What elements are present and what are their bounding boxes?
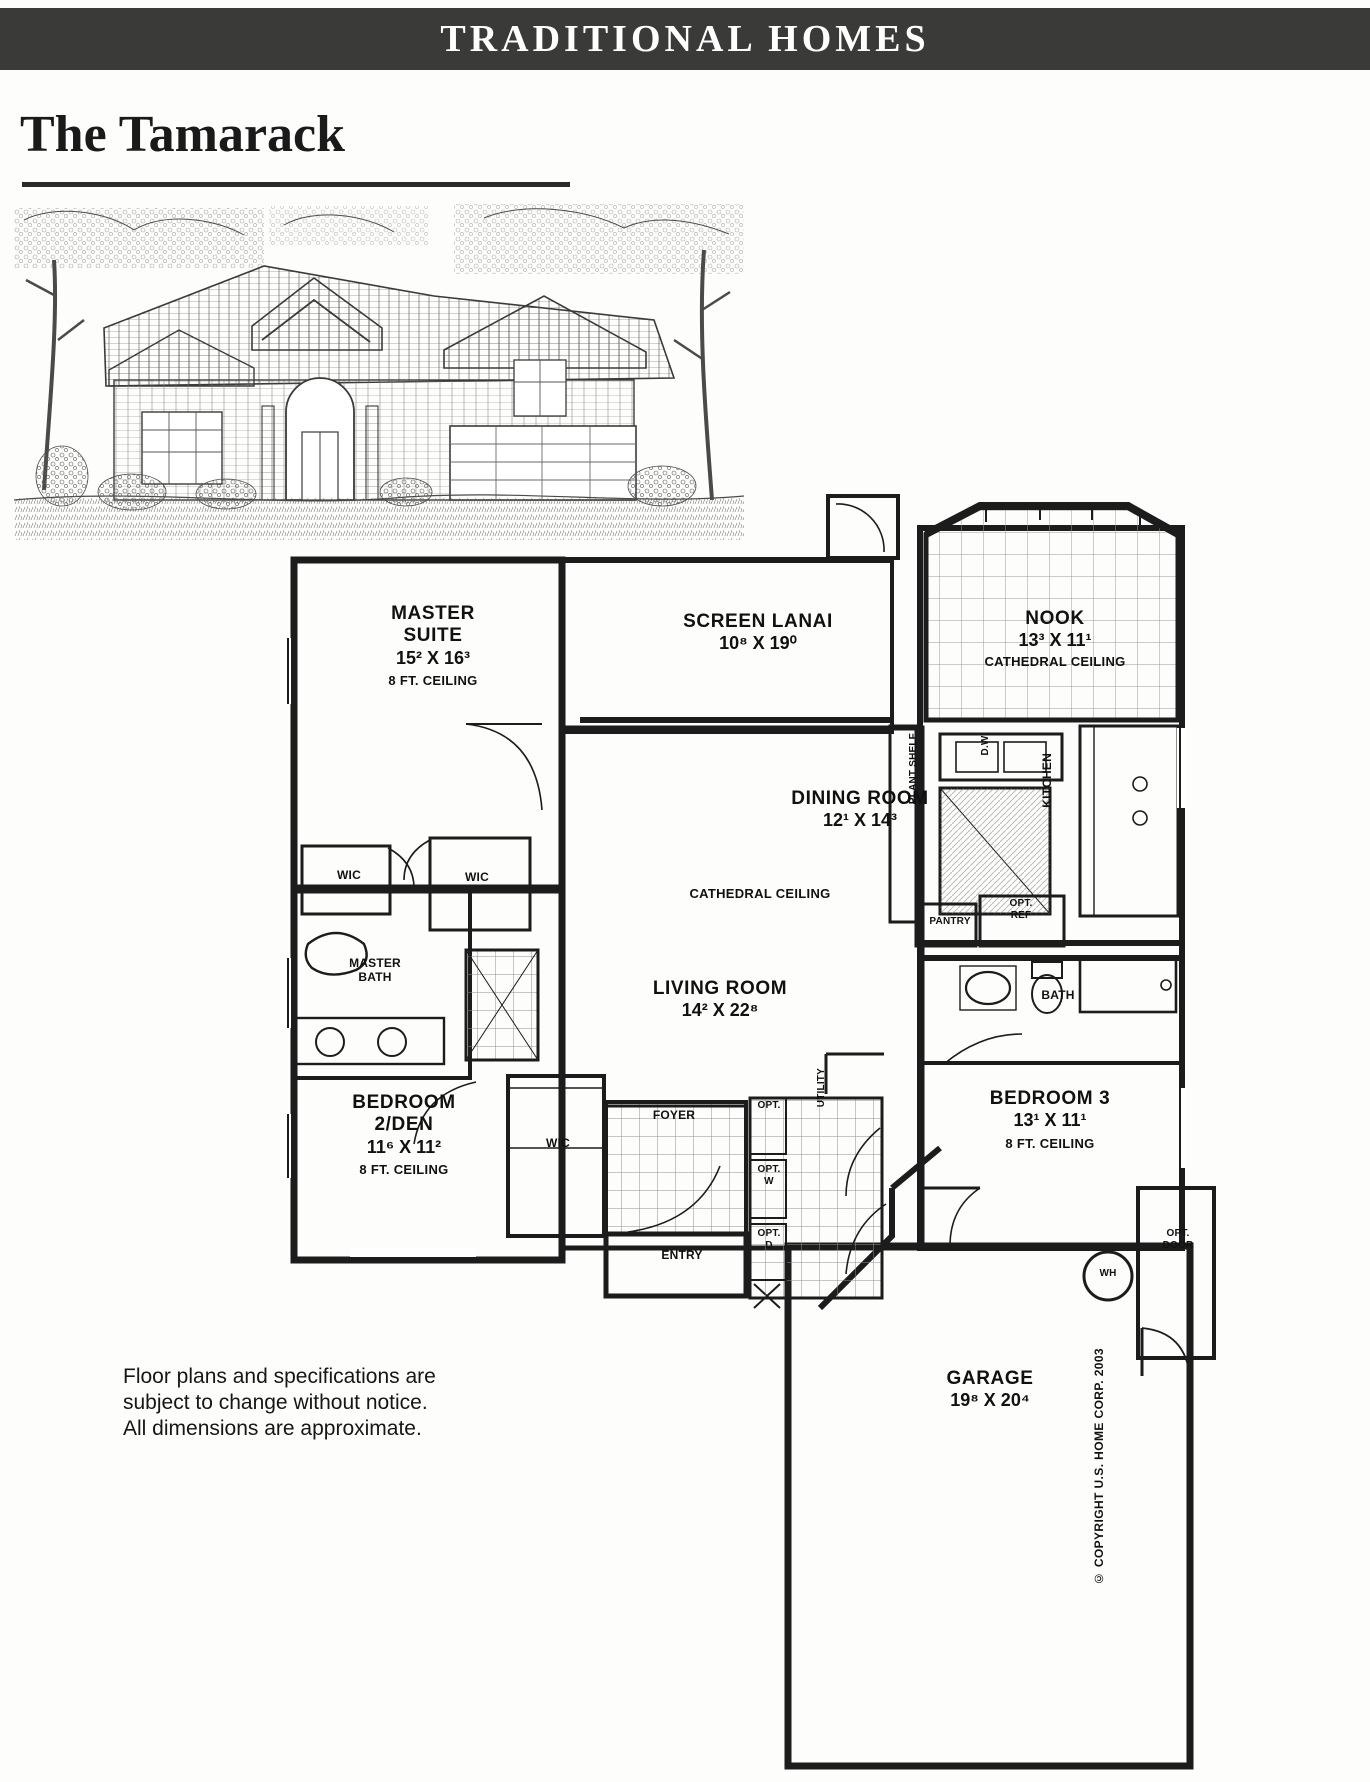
room-label-dining-room: DINING ROOM 12¹ X 14³	[791, 788, 929, 831]
room-label-bath: BATH	[1041, 988, 1075, 1002]
room-label-kitchen: KITCHEN	[1040, 753, 1054, 808]
label-wic-3: WIC	[546, 1136, 570, 1150]
room-label-living-room: LIVING ROOM 14² X 22⁸	[652, 978, 788, 1021]
room-label-garage: GARAGE 19⁸ X 20⁴	[946, 1368, 1034, 1411]
label-wic-1: WIC	[337, 868, 361, 882]
banner-title: TRADITIONAL HOMES	[440, 18, 930, 60]
label-wic-2: WIC	[465, 870, 489, 884]
room-label-foyer: FOYER	[652, 1108, 696, 1122]
room-label-master-bath: MASTER BATH	[349, 956, 401, 985]
room-label-bedroom3: BEDROOM 3 13¹ X 11¹ 8 FT. CEILING	[989, 1088, 1111, 1151]
floor-plan-diagram	[280, 488, 1360, 1782]
label-opt-washer: OPT. W	[757, 1164, 781, 1187]
room-label-utility: UTILITY	[816, 1068, 827, 1108]
label-opt-ref: OPT. REF	[1009, 898, 1033, 921]
room-label-bedroom2-den: BEDROOM 2/DEN 11⁶ X 11² 8 FT. CEILING	[352, 1092, 456, 1178]
room-label-nook: NOOK 13³ X 11¹ CATHEDRAL CEILING	[984, 608, 1126, 669]
label-water-heater: WH	[1099, 1268, 1117, 1279]
page-title: The Tamarack	[20, 106, 346, 163]
label-pantry: PANTRY	[929, 916, 971, 927]
note-cathedral-ceiling-living: CATHEDRAL CEILING	[689, 886, 831, 901]
label-opt-1: OPT.	[757, 1100, 781, 1111]
room-label-master-suite: MASTER SUITE 15² X 16³ 8 FT. CEILING	[388, 603, 478, 689]
copyright-notice: © COPYRIGHT U.S. HOME CORP. 2003	[1092, 1348, 1106, 1586]
room-label-entry: ENTRY	[661, 1248, 703, 1262]
label-opt-door: OPT. DOOR	[1162, 1228, 1194, 1251]
label-opt-dryer: OPT. D	[757, 1228, 781, 1251]
room-label-screen-lanai: SCREEN LANAI 10⁸ X 19⁰	[683, 611, 833, 654]
title-divider	[22, 182, 570, 187]
label-dishwasher: D.W.	[980, 733, 991, 756]
header-banner	[0, 8, 1370, 70]
label-plant-shelf: PLANT SHELF	[908, 733, 919, 805]
disclaimer-text: Floor plans and specifications are subject to change without notice. All dimensions are approximate.	[123, 1365, 436, 1440]
